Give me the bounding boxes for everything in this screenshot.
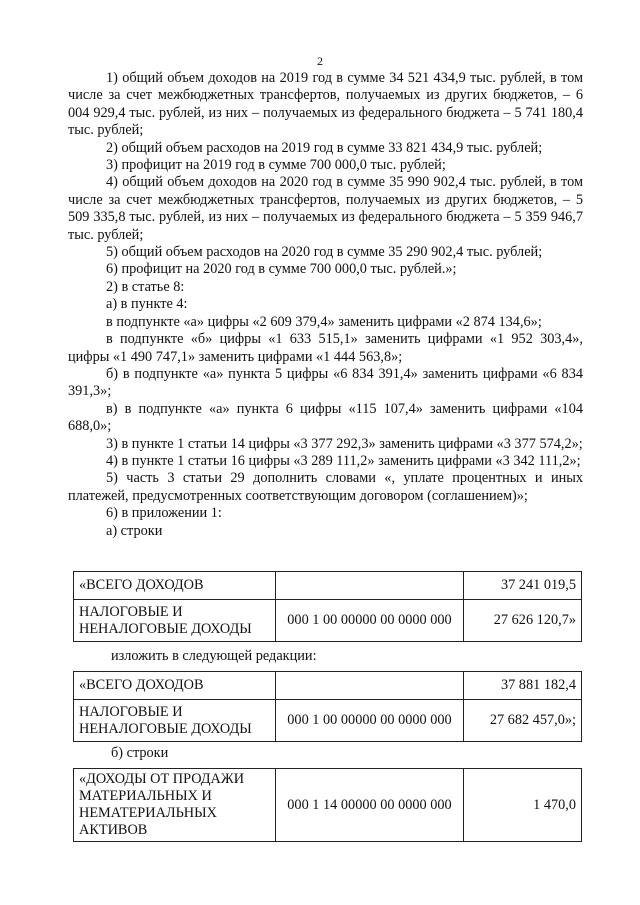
paragraph: а) строки (106, 522, 163, 539)
table-cell-name: «ВСЕГО ДОХОДОВ (74, 672, 276, 700)
income-table-new (73, 671, 582, 742)
table-cell-name: НАЛОГОВЫЕ И НЕНАЛОГОВЫЕ ДОХОДЫ (74, 600, 276, 642)
paragraph: 6) в приложении 1: (106, 505, 222, 522)
table-row (74, 700, 582, 742)
table-row (74, 672, 582, 700)
paragraph: 3) профицит на 2019 год в сумме 700 000,0 тыс. рублей; (106, 157, 446, 174)
table-cell-name: «ДОХОДЫ ОТ ПРОДАЖИ МАТЕРИАЛЬНЫХ И НЕМАТЕРИАЛЬНЫХ АКТИВОВ (74, 769, 276, 842)
paragraph: в подпункте «б» цифры «1 633 515,1» заменить цифрами «1 952 303,4», цифры «1 490 747,1» заменить цифрами «1 444 563,8»; (68, 331, 583, 365)
table-row (74, 600, 582, 642)
table-cell-amount: 27 626 120,7» (464, 600, 582, 642)
paragraph: 3) в пункте 1 статьи 14 цифры «3 377 292,3» заменить цифрами «3 377 574,2»; (106, 435, 583, 452)
table-cell-code (276, 572, 464, 600)
paragraph: а) в пункте 4: (106, 296, 188, 313)
paragraph: 2) общий объем расходов на 2019 год в сумме 33 821 434,9 тыс. рублей; (106, 139, 543, 156)
paragraph: 6) профицит на 2020 год в сумме 700 000,0 тыс. рублей.»; (106, 261, 457, 278)
table-cell-amount: 1 470,0 (464, 769, 582, 842)
table-cell-amount: 27 682 457,0»; (464, 700, 582, 742)
document-body (68, 70, 583, 540)
paragraph: 5) часть 3 статьи 29 дополнить словами «, уплате процентных и иных платежей, предусмотренных соответствующим договором (соглашением)»; (68, 470, 583, 504)
assets-income-table (73, 768, 582, 842)
paragraph: в подпункте «а» цифры «2 609 379,4» заменить цифрами «2 874 134,6»; (106, 313, 542, 330)
paragraph: 4) общий объем доходов на 2020 год в сумме 35 990 902,4 тыс. рублей, в том числе за счет межбюджетных трансфертов, получаемых из других бюджетов, – 5 509 335,8 тыс. рублей, из них – получаемых из федерального бюджета – 5 359 946,7 тыс. рублей; (68, 174, 583, 243)
paragraph: 1) общий объем доходов на 2019 год в сумме 34 521 434,9 тыс. рублей, в том числе за счет межбюджетных трансфертов, получаемых из других бюджетов, – 6 004 929,4 тыс. рублей, из них – получаемых из федерального бюджета – 5 741 180,4 тыс. рублей; (68, 70, 583, 139)
income-table-old (73, 571, 582, 642)
table-cell-code: 000 1 00 00000 00 0000 000 (276, 600, 464, 642)
table-cell-amount: 37 241 019,5 (464, 572, 582, 600)
subsection-label: б) строки (111, 745, 169, 761)
paragraph: в) в подпункте «а» пункта 6 цифры «115 107,4» заменить цифрами «104 688,0»; (68, 400, 583, 435)
table-cell-name: «ВСЕГО ДОХОДОВ (74, 572, 276, 600)
table-row (74, 572, 582, 600)
table-cell-code (276, 672, 464, 700)
page-number: 2 (317, 54, 323, 68)
between-text: изложить в следующей редакции: (111, 648, 317, 664)
paragraph: б) в подпункте «а» пункта 5 цифры «6 834 391,4» заменить цифрами «6 834 391,3»; (68, 365, 583, 400)
table-cell-code: 000 1 00 00000 00 0000 000 (276, 700, 464, 742)
paragraph: 2) в статье 8: (106, 278, 185, 295)
table-cell-name: НАЛОГОВЫЕ И НЕНАЛОГОВЫЕ ДОХОДЫ (74, 700, 276, 742)
paragraph: 5) общий объем расходов на 2020 год в сумме 35 290 902,4 тыс. рублей; (106, 244, 543, 261)
table-row (74, 769, 582, 842)
table-cell-code: 000 1 14 00000 00 0000 000 (276, 769, 464, 842)
paragraph: 4) в пункте 1 статьи 16 цифры «3 289 111,2» заменить цифрами «3 342 111,2»; (106, 452, 581, 469)
table-cell-amount: 37 881 182,4 (464, 672, 582, 700)
